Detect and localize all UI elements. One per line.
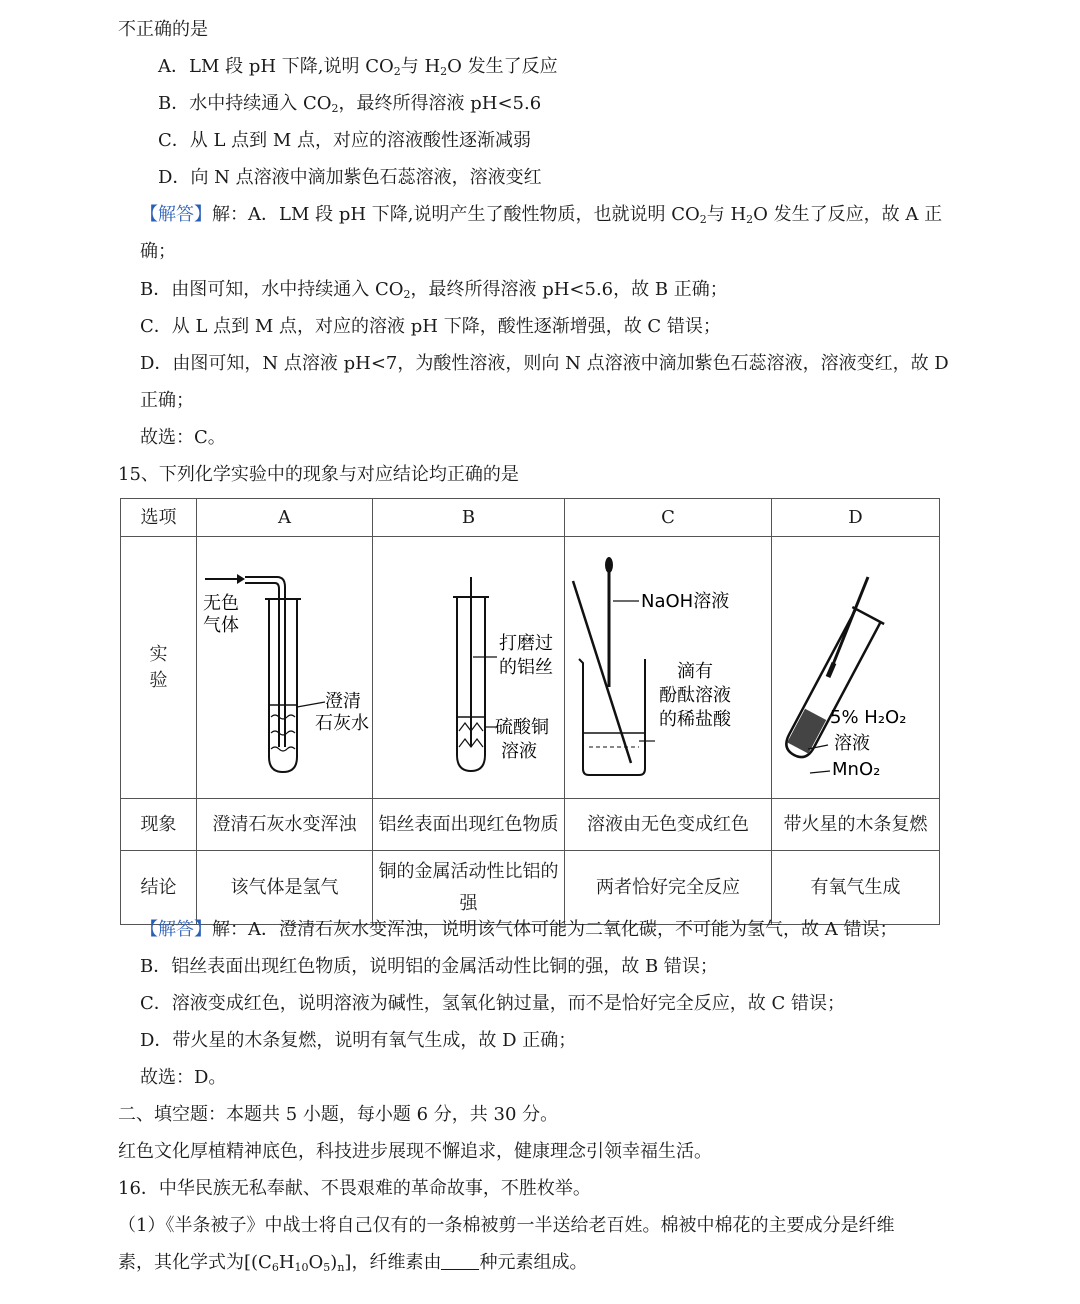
diagram-a-cell xyxy=(197,537,373,799)
conclusion-row xyxy=(121,851,940,925)
answer-tag: 【解答】 xyxy=(140,204,212,225)
label-gas: 气体 xyxy=(203,615,239,636)
answer-tag: 【解答】 xyxy=(140,919,212,940)
conclusion-a: 该气体是氢气 xyxy=(197,851,373,925)
q14-answer-d: D．由图可知，N 点溶液 pH<7，为酸性溶液，则向 N 点溶液中滴加紫色石蕊溶液，溶液变红，故 D xyxy=(140,353,949,374)
q15-choice: 故选：D。 xyxy=(140,1067,227,1088)
phenomenon-d: 带火星的木条复燃 xyxy=(772,799,940,851)
diagram-d-cell xyxy=(772,537,940,799)
label-cuso4: 硫酸铜 xyxy=(495,717,549,738)
diagram-c xyxy=(565,537,772,787)
phenomenon-b: 铝丝表面出现红色物质 xyxy=(373,799,565,851)
q14-stem-tail: 不正确的是 xyxy=(118,19,208,40)
table-header-row xyxy=(121,499,940,537)
q16-stem: 16．中华民族无私奉献、不畏艰难的革命故事，不胜枚举。 xyxy=(118,1178,591,1199)
q16-part1: （1）《半条被子》中战士将自己仅有的一条棉被剪一半送给老百姓。棉被中棉花的主要成分是纤维 xyxy=(118,1215,895,1236)
q15-answer-c: C．溶液变成红色，说明溶液为碱性，氢氧化钠过量，而不是恰好完全反应，故 C 错误； xyxy=(140,993,845,1014)
diagram-c-cell xyxy=(565,537,772,799)
q15-answer-b: B．铝丝表面出现红色物质，说明铝的金属活动性比铜的强，故 B 错误； xyxy=(140,956,718,977)
row-label-conclusion: 结论 xyxy=(121,851,197,925)
q14-answer-b: B．由图可知，水中持续通入 $CO_2$，最终所得溶液 pH<5.6，故 B 正确； xyxy=(140,279,728,301)
label-al-wire: 的铝丝 xyxy=(499,657,553,678)
answer-blank[interactable] xyxy=(441,1251,479,1270)
q14-answer-c: C．从 L 点到 M 点，对应的溶液 pH 下降，酸性逐渐增强，故 C 错误； xyxy=(140,316,721,337)
q14-option-d: D．向 N 点溶液中滴加紫色石蕊溶液，溶液变红 xyxy=(158,167,542,188)
conclusion-c: 两者恰好完全反应 xyxy=(565,851,772,925)
label-h2o2: 5% H₂O₂ xyxy=(830,707,907,728)
q14-option-b: B．水中持续通入 $CO_2$，最终所得溶液 pH<5.6 xyxy=(158,93,542,115)
q16-part1-cont: 素，其化学式为$[(C_6H_{10}O_5)_n]$，纤维素由 种元素组成。 xyxy=(118,1252,588,1274)
experiment-row xyxy=(121,537,940,799)
label-solution-d: 溶液 xyxy=(834,733,870,754)
q14-answer-d-cont: 正确； xyxy=(140,390,194,411)
label-mno2: MnO₂ xyxy=(832,759,881,780)
header-a: A xyxy=(197,499,373,537)
row-label-experiment: 实 验 xyxy=(121,537,197,799)
header-d: D xyxy=(772,499,940,537)
section-title: 二、填空题：本题共 5 小题，每小题 6 分，共 30 分。 xyxy=(118,1104,559,1125)
label-solution-b: 溶液 xyxy=(501,741,537,762)
phenomenon-a: 澄清石灰水变浑浊 xyxy=(197,799,373,851)
q15-stem: 15、下列化学实验中的现象与对应结论均正确的是 xyxy=(118,464,519,485)
q15-answer-d: D．带火星的木条复燃，说明有氧气生成，故 D 正确； xyxy=(140,1030,577,1051)
label-colorless: 无色 xyxy=(203,593,239,614)
q14-answer-a-cont: 确； xyxy=(140,241,176,262)
header-b: B xyxy=(373,499,565,537)
experiment-table xyxy=(120,498,940,925)
conclusion-b: 铜的金属活动性比铝的 强 xyxy=(373,851,565,925)
label-limewater: 石灰水 xyxy=(315,713,369,734)
row-label-phenomenon: 现象 xyxy=(121,799,197,851)
q14-choice: 故选：C。 xyxy=(140,427,226,448)
diagram-b-cell xyxy=(373,537,565,799)
q14-option-c: C．从 L 点到 M 点，对应的溶液酸性逐渐减弱 xyxy=(158,130,532,151)
label-polished: 打磨过 xyxy=(499,633,553,654)
label-with: 滴有 xyxy=(677,661,713,682)
section-intro: 红色文化厚植精神底色，科技进步展现不懈追求，健康理念引领幸福生活。 xyxy=(118,1141,712,1162)
label-naoh: NaOH溶液 xyxy=(641,591,730,612)
diagram-a xyxy=(197,537,373,787)
header-option: 选项 xyxy=(121,499,197,537)
diagram-b xyxy=(373,537,565,787)
q15-answer-a: 【解答】解：A．澄清石灰水变浑浊，说明该气体可能为二氧化碳，不可能为氢气，故 A 错误； xyxy=(140,919,898,940)
q14-answer-a: 【解答】解：A．LM 段 pH 下降,说明产生了酸性物质，也就说明 $CO_2$与 $H_2O$ 发生了反应，故 A 正 xyxy=(140,204,943,226)
label-clear: 澄清 xyxy=(325,691,361,712)
phenomenon-row xyxy=(121,799,940,851)
phenomenon-c: 溶液由无色变成红色 xyxy=(565,799,772,851)
q14-option-a: A．LM 段 pH 下降,说明 $CO_2$与 $H_2O$ 发生了反应 xyxy=(158,56,558,78)
header-c: C xyxy=(565,499,772,537)
conclusion-d: 有氧气生成 xyxy=(772,851,940,925)
label-phenolphthalein: 酚酞溶液 xyxy=(659,685,731,706)
label-dilute-hcl: 的稀盐酸 xyxy=(659,709,731,730)
diagram-d xyxy=(772,537,940,787)
